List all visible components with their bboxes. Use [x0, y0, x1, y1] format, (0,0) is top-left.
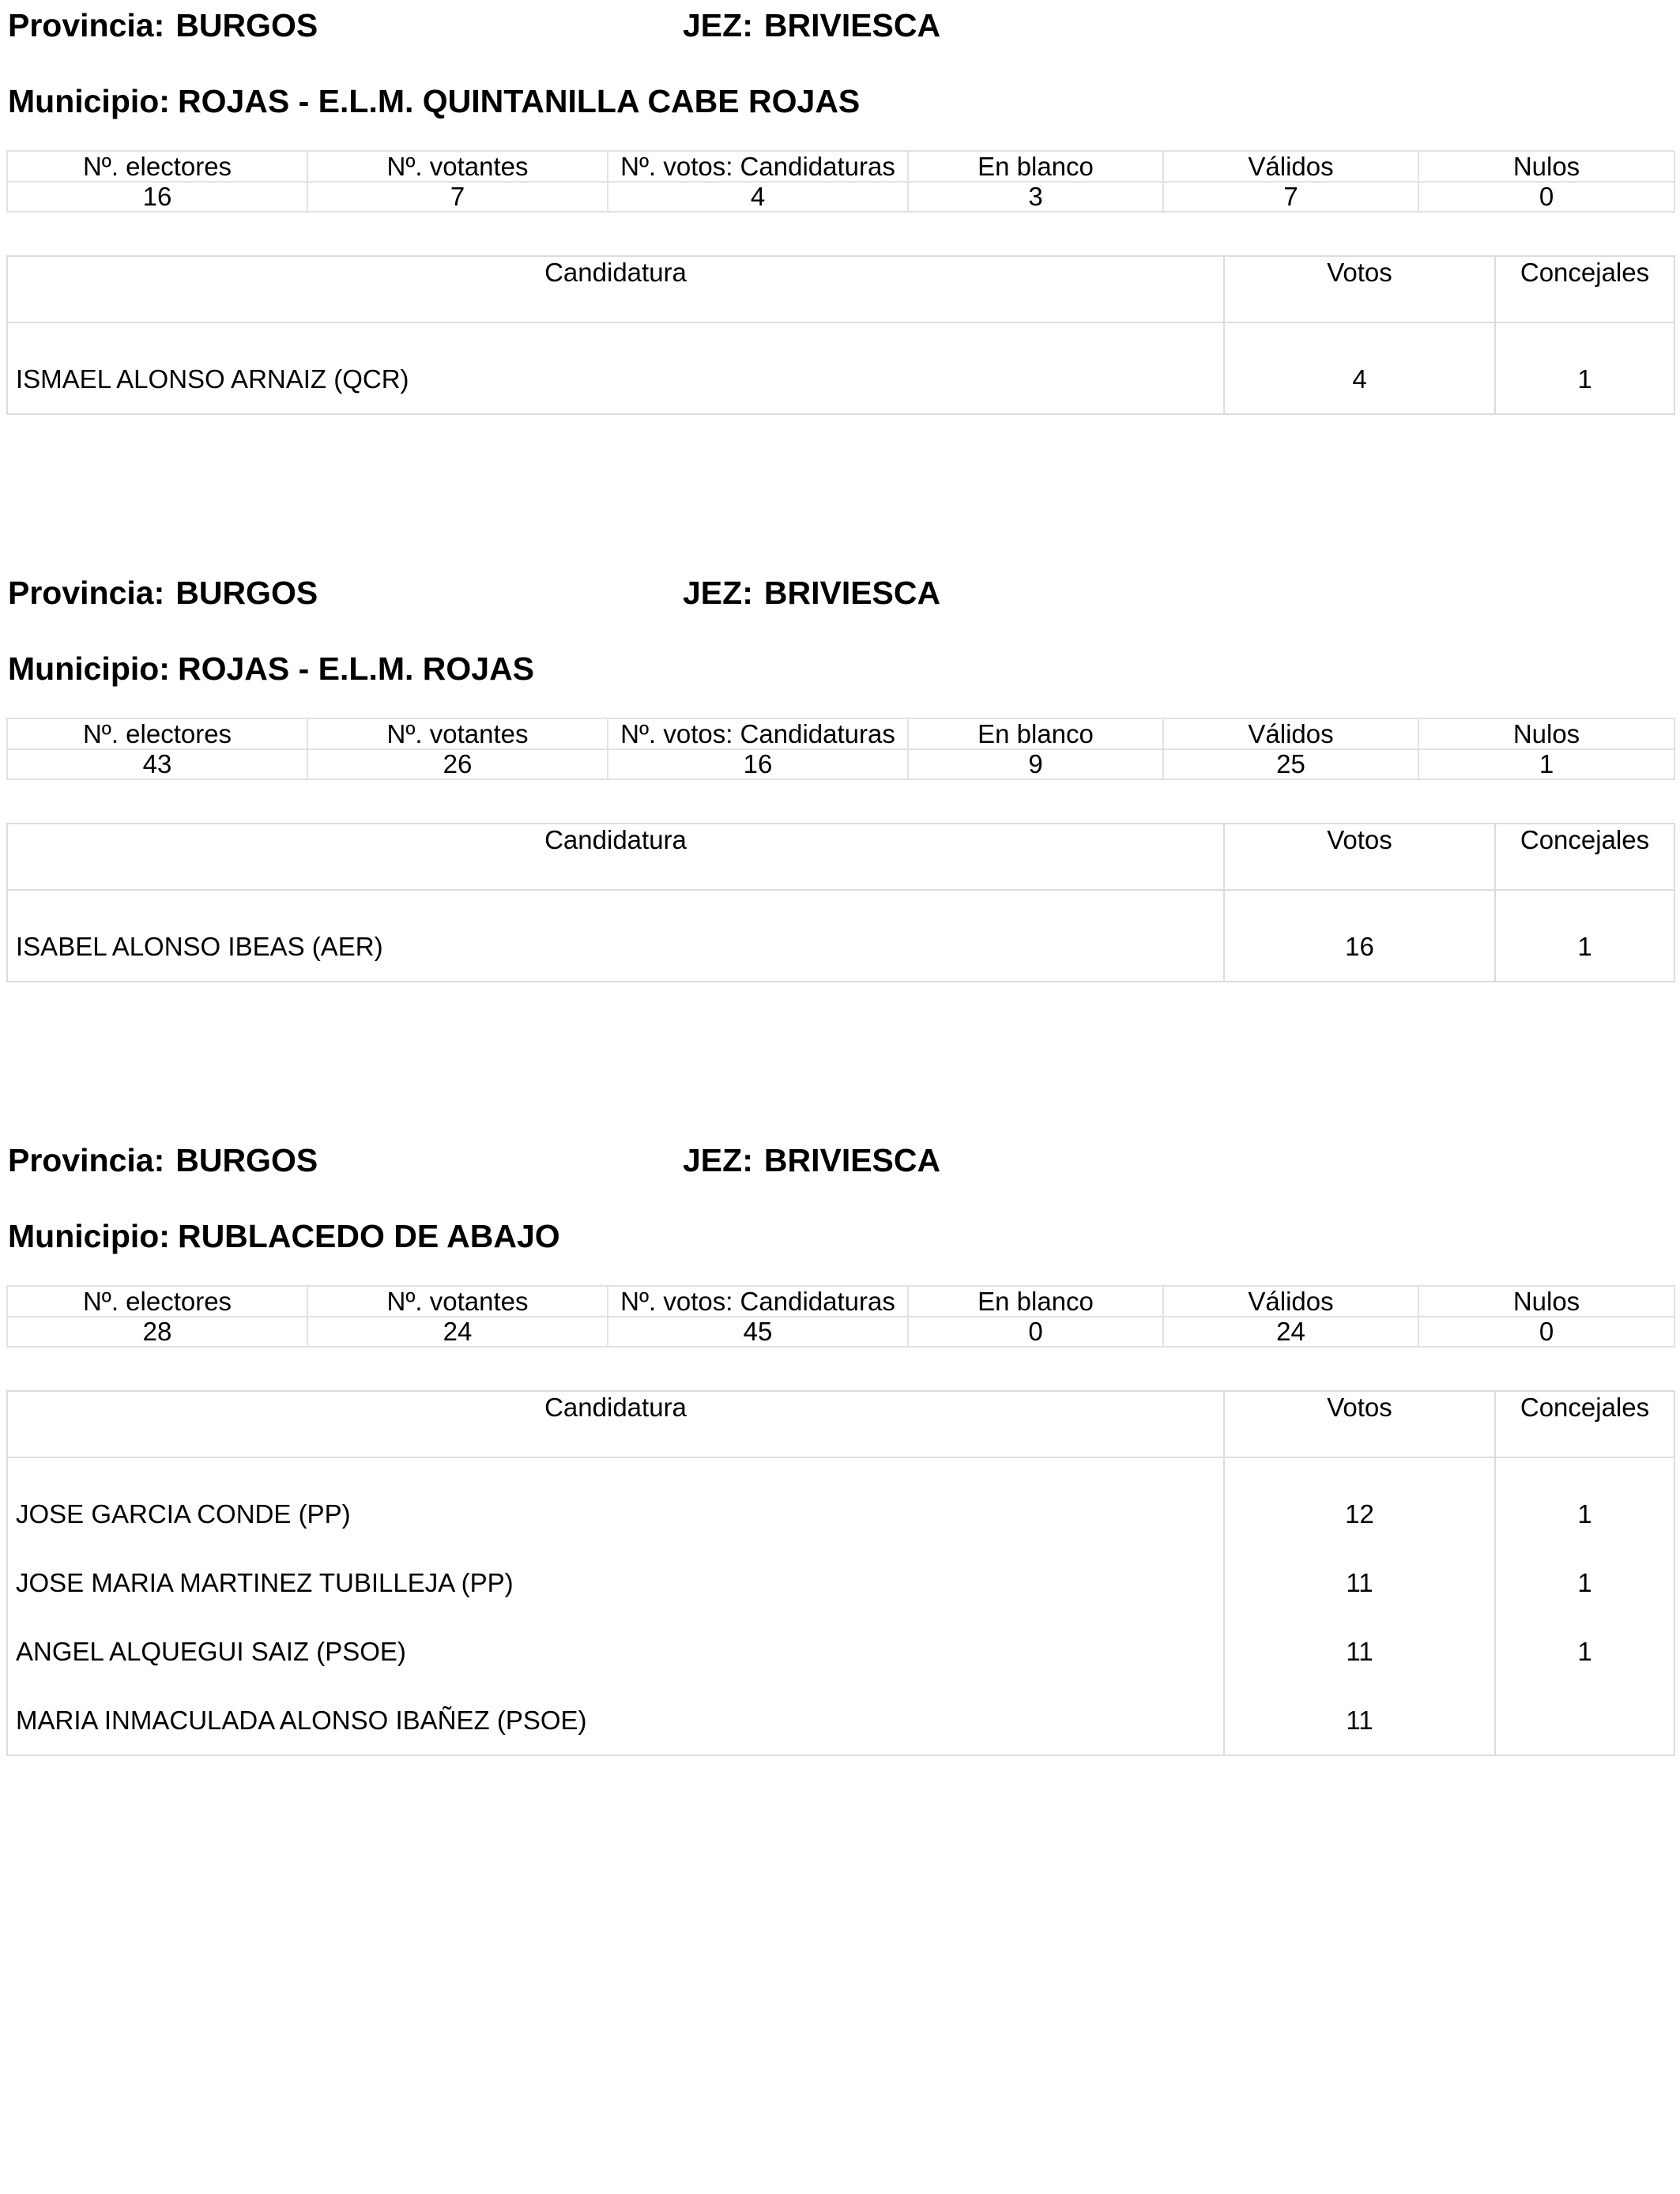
candidate-votos: 11	[1224, 1686, 1495, 1755]
summary-header-row	[7, 718, 1674, 749]
candidate-concejales: 1	[1495, 322, 1674, 414]
provincia-heading	[8, 1144, 318, 1177]
summary-header-cell: Nº. votos: Candidaturas	[608, 1286, 908, 1317]
municipio-value: ROJAS - E.L.M. QUINTANILLA CABE ROJAS	[177, 83, 861, 119]
concejales-header: Concejales	[1495, 824, 1674, 890]
candidate-name: MARIA INMACULADA ALONSO IBAÑEZ (PSOE)	[7, 1686, 1224, 1755]
provincia-label: Provincia:	[8, 7, 165, 43]
candidate-row	[7, 1686, 1674, 1755]
summary-value-cell: 7	[307, 182, 608, 212]
jez-heading	[683, 9, 940, 42]
candidate-name: JOSE MARIA MARTINEZ TUBILLEJA (PP)	[7, 1548, 1224, 1617]
candidate-row	[7, 322, 1674, 414]
provincia-heading	[8, 577, 318, 609]
summary-value-cell: 16	[608, 749, 908, 779]
summary-value-cell: 43	[7, 749, 307, 779]
summary-header-cell: Válidos	[1163, 1286, 1418, 1317]
candidate-votos: 11	[1224, 1548, 1495, 1617]
summary-value-cell: 4	[608, 182, 908, 212]
candidate-concejales: 1	[1495, 1548, 1674, 1617]
summary-value-cell: 0	[1418, 182, 1674, 212]
summary-value-cell: 25	[1163, 749, 1418, 779]
candidatura-header: Candidatura	[7, 256, 1224, 322]
summary-table	[6, 1285, 1675, 1348]
candidates-header-row	[7, 256, 1674, 322]
candidate-votos: 4	[1224, 322, 1495, 414]
summary-table	[6, 150, 1675, 213]
summary-header-cell: En blanco	[908, 718, 1163, 749]
candidate-concejales: 1	[1495, 1617, 1674, 1686]
provincia-value: BURGOS	[175, 575, 318, 611]
summary-header-cell: Nº. electores	[7, 1286, 307, 1317]
votos-header: Votos	[1224, 1391, 1495, 1457]
summary-value-cell: 45	[608, 1317, 908, 1347]
votos-header: Votos	[1224, 824, 1495, 890]
summary-header-cell: En blanco	[908, 151, 1163, 182]
summary-value-cell: 16	[7, 182, 307, 212]
summary-value-cell: 24	[307, 1317, 608, 1347]
summary-header-row	[7, 1286, 1674, 1317]
results-section-3	[0, 1135, 1680, 1846]
summary-value-cell: 28	[7, 1317, 307, 1347]
summary-header-cell: Nº. electores	[7, 718, 307, 749]
municipio-label: Municipio:	[8, 83, 170, 119]
summary-header-cell: Nulos	[1418, 1286, 1674, 1317]
candidates-header-row	[7, 824, 1674, 890]
municipio-value: ROJAS - E.L.M. ROJAS	[177, 650, 535, 687]
summary-value-cell: 0	[1418, 1317, 1674, 1347]
summary-value-cell: 3	[908, 182, 1163, 212]
summary-header-cell: Nulos	[1418, 718, 1674, 749]
candidate-concejales: 1	[1495, 890, 1674, 982]
summary-header-cell: En blanco	[908, 1286, 1163, 1317]
jez-value: BRIVIESCA	[763, 7, 941, 43]
summary-header-cell: Nº. electores	[7, 151, 307, 182]
summary-header-cell: Nº. votantes	[307, 718, 608, 749]
jez-label: JEZ:	[683, 7, 753, 43]
summary-header-cell: Válidos	[1163, 151, 1418, 182]
candidate-name: ISMAEL ALONSO ARNAIZ (QCR)	[7, 322, 1224, 414]
results-section-1	[0, 0, 1680, 553]
candidate-name: ISABEL ALONSO IBEAS (AER)	[7, 890, 1224, 982]
candidate-concejales: 1	[1495, 1457, 1674, 1548]
candidate-row	[7, 1457, 1674, 1548]
summary-value-cell: 9	[908, 749, 1163, 779]
jez-value: BRIVIESCA	[763, 575, 941, 611]
municipio-heading	[8, 1220, 560, 1253]
summary-value-row	[7, 182, 1674, 212]
candidates-header-row	[7, 1391, 1674, 1457]
concejales-header: Concejales	[1495, 256, 1674, 322]
summary-table	[6, 718, 1675, 780]
candidate-row	[7, 890, 1674, 982]
candidate-row	[7, 1617, 1674, 1686]
municipio-label: Municipio:	[8, 650, 170, 687]
summary-header-cell: Nº. votos: Candidaturas	[608, 718, 908, 749]
votos-header: Votos	[1224, 256, 1495, 322]
provincia-label: Provincia:	[8, 575, 165, 611]
candidate-votos: 16	[1224, 890, 1495, 982]
jez-heading	[683, 1144, 940, 1177]
summary-value-row	[7, 749, 1674, 779]
summary-value-row	[7, 1317, 1674, 1347]
summary-header-cell: Nº. votantes	[307, 1286, 608, 1317]
jez-heading	[683, 577, 940, 609]
candidate-concejales	[1495, 1686, 1674, 1755]
jez-label: JEZ:	[683, 1142, 753, 1178]
candidate-name: JOSE GARCIA CONDE (PP)	[7, 1457, 1224, 1548]
summary-value-cell: 24	[1163, 1317, 1418, 1347]
candidate-votos: 11	[1224, 1617, 1495, 1686]
summary-header-cell: Nulos	[1418, 151, 1674, 182]
provincia-label: Provincia:	[8, 1142, 165, 1178]
summary-value-cell: 1	[1418, 749, 1674, 779]
summary-value-cell: 7	[1163, 182, 1418, 212]
municipio-value: RUBLACEDO DE ABAJO	[177, 1218, 560, 1254]
summary-header-cell: Nº. votos: Candidaturas	[608, 151, 908, 182]
candidate-name: ANGEL ALQUEGUI SAIZ (PSOE)	[7, 1617, 1224, 1686]
municipio-heading	[8, 650, 535, 687]
summary-header-cell: Nº. votantes	[307, 151, 608, 182]
municipio-heading	[8, 85, 860, 118]
municipio-label: Municipio:	[8, 1218, 170, 1254]
jez-label: JEZ:	[683, 575, 753, 611]
summary-value-cell: 0	[908, 1317, 1163, 1347]
provincia-value: BURGOS	[175, 7, 318, 43]
summary-header-row	[7, 151, 1674, 182]
jez-value: BRIVIESCA	[763, 1142, 941, 1178]
summary-value-cell: 26	[307, 749, 608, 779]
summary-header-cell: Válidos	[1163, 718, 1418, 749]
provincia-value: BURGOS	[175, 1142, 318, 1178]
candidatura-header: Candidatura	[7, 1391, 1224, 1457]
candidates-table	[6, 255, 1675, 415]
candidate-votos: 12	[1224, 1457, 1495, 1548]
provincia-heading	[8, 9, 318, 42]
candidate-row	[7, 1548, 1674, 1617]
results-section-2	[0, 567, 1680, 1121]
candidates-table	[6, 823, 1675, 982]
candidatura-header: Candidatura	[7, 824, 1224, 890]
concejales-header: Concejales	[1495, 1391, 1674, 1457]
candidates-table	[6, 1390, 1675, 1756]
